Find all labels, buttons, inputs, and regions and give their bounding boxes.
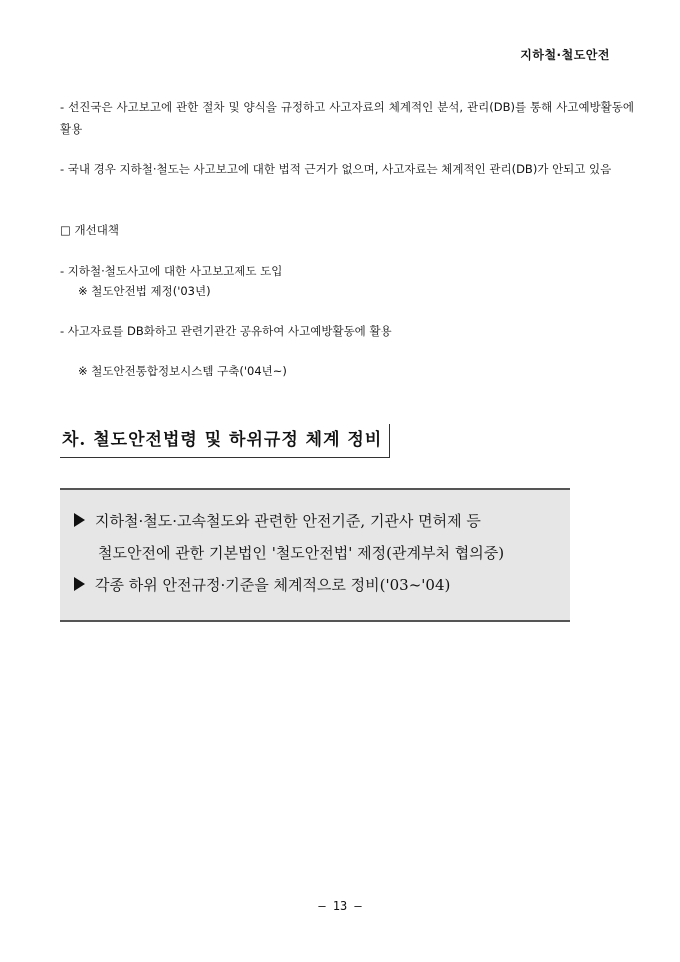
improvement-heading: □ 개선대책 [60, 223, 119, 237]
summary-bullet-1-continuation: 철도안전에 관한 기본법인 '철도안전법' 제정(관계부처 협의중) [98, 544, 505, 562]
paragraph-domestic-status: - 국내 경우 지하철·철도는 사고보고에 대한 법적 근거가 없으며, 사고자료는 체계적인 관리(DB)가 안되고 있음 [60, 162, 612, 176]
page-number: – 13 – [318, 899, 362, 913]
paragraph-reporting-system: - 지하철·철도사고에 대한 사고보고제도 도입 [60, 264, 283, 278]
triangle-bullet-icon [74, 577, 85, 591]
note-info-system: ※ 철도안전통합정보시스템 구축('04년~) [78, 364, 287, 378]
summary-bullet-1-text: 지하철·철도·고속철도와 관련한 안전기준, 기관사 면허제 등 [95, 512, 481, 530]
paragraph-db-sharing: - 사고자료를 DB화하고 관련기관간 공유하여 사고예방활동에 활용 [60, 324, 392, 338]
section-heading: 차. 철도안전법령 및 하위규정 체계 정비 [60, 424, 390, 458]
summary-bullet-1 [74, 508, 558, 534]
summary-box [60, 488, 570, 622]
note-safety-law: ※ 철도안전법 제정('03년) [78, 284, 211, 298]
triangle-bullet-icon [74, 513, 85, 527]
summary-bullet-2 [74, 572, 558, 598]
header-title: 지하철·철도안전 [520, 48, 610, 62]
summary-bullet-2-text: 각종 하위 안전규정·기준을 체계적으로 정비('03~'04) [95, 576, 451, 594]
paragraph-advanced-countries: - 선진국은 사고보고에 관한 절차 및 양식을 규정하고 사고자료의 체계적인 분석, 관리(DB)를 통해 사고예방활동에 활용 [60, 100, 634, 136]
